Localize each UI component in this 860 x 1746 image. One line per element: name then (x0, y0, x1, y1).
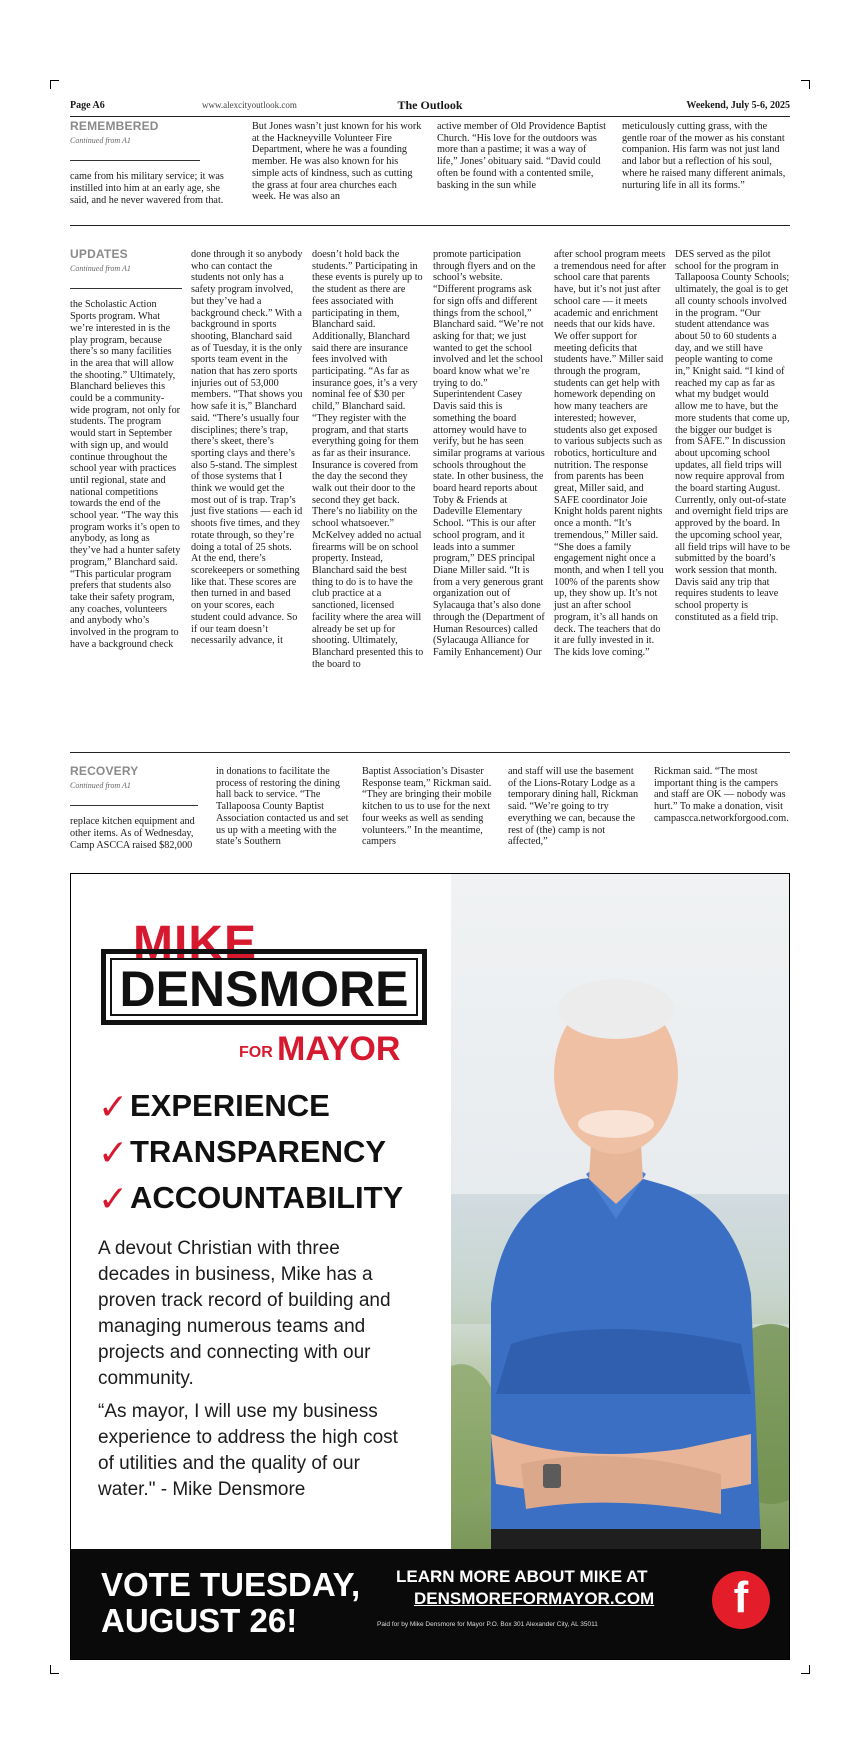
article-text: promote participation through flyers and on the school’s website. “Different programs ask for sign offs and different things from the school,” Blanchard said. “We’re not asking for that; we just wanted to get the school involved and let the school board know what we’re trying to do.” Superintendent Casey Davis said this is something the board attorney would have to verify, but he has seen similar programs at various schools throughout the state. In other business, the board heard reports about Toby & Friends at Dadeville Elementary School. “This is our after school program, and it leads into a summer program,” DES principal Diane Miller said. “It is from a very generous grant organization out of Sylacauga that’s also done through the (Department of Human Resources) called (Sylacauga Alliance for Family Enhancement) Our (433, 249, 545, 658)
continued-from: Continued from A1 (70, 135, 131, 145)
candidate-name-box (101, 949, 427, 1025)
page-header (70, 98, 790, 114)
section-divider (70, 225, 790, 226)
section-kicker: REMEMBERED (70, 119, 159, 133)
remembered-section (70, 121, 790, 221)
checkmark-icon: ✓ (98, 1132, 129, 1173)
article-text: active member of Old Providence Baptist Church. “His love for the outdoors was more than a pastime; it was a way of life,” Jones’ obituary said. “David could often be found with a contented smile, basking in the sun while (437, 121, 606, 191)
learn-more-text: LEARN MORE ABOUT MIKE AT (396, 1567, 648, 1586)
platform-item-label: TRANSPARENCY (130, 1134, 387, 1169)
kicker-rule (70, 160, 200, 161)
remembered-column-4 (622, 121, 790, 191)
article-text: Baptist Association’s Disaster Response team,” Rickman said. “They are bringing their mobile kitchen to us to use for the next four weeks as well as sending volunteers.” In the meantime, campers (362, 766, 492, 848)
updates-column-3 (312, 249, 424, 670)
page-number: Page A6 (70, 100, 105, 111)
candidate-first-name: MIKE (133, 917, 257, 970)
candidate-quote: “As mayor, I will use my business experience to address the high cost of utilities and the quality of our water." - Mike Densmore (98, 1401, 398, 1500)
section-divider (70, 752, 790, 753)
recovery-column-1 (70, 766, 205, 852)
article-text: after school program meets a tremendous need for after school care that parents have, but it’s not just after school care — it meets academic and enrichment needs that our kids have. We offer support for meeting deficits that students have.” Miller said through the program, students can get help with homework depending on how many teachers are interested; however, students also get exposed to various subjects such as robotics, horticulture and nutrition. The response from parents has been great, Miller said, and SAFE coordinator Joie Knight holds parent nights once a month. “It’s tremendous,” Miller said. “She does a family engagement night once a month, and when I tell you 100% of the parents show up, they show up. It’s not just an after school program, it’s all hands on deck. The teachers that do it are fully invested in it. The kids love coming.” (554, 249, 667, 658)
remembered-column-3 (437, 121, 607, 191)
crop-mark-bottom-right (801, 1665, 810, 1674)
remembered-column-1 (70, 121, 235, 207)
vote-line-1: VOTE TUESDAY, (101, 1566, 361, 1603)
continued-from: Continued from A1 (70, 780, 131, 790)
vote-banner (71, 1549, 790, 1660)
updates-column-6 (675, 249, 790, 624)
candidate-photo (451, 874, 790, 1549)
paid-for-disclaimer: Paid for by Mike Densmore for Mayor P.O. Box 301 Alexander City, AL 35011 (377, 1621, 598, 1628)
checkmark-icon: ✓ (98, 1086, 129, 1127)
article-text: Rickman said. “The most important thing is the campers and staff are OK — nobody was hurt.” To make a donation, visit campascca.networkforgood.com. (654, 766, 789, 824)
facebook-glyph: f (733, 1573, 749, 1622)
checkmark-icon: ✓ (98, 1178, 129, 1219)
article-text: came from his military service; it was instilled into him at an early age, she said, and he never wavered from that. (70, 171, 224, 206)
recovery-column-3 (362, 766, 497, 848)
platform-item-label: EXPERIENCE (130, 1088, 330, 1123)
candidate-last-name: DENSMORE (119, 961, 409, 1017)
updates-section (70, 249, 790, 739)
article-text: replace kitchen equipment and other items. As of Wednesday, Camp ASCCA raised $82,000 (70, 816, 195, 851)
platform-item-label: ACCOUNTABILITY (130, 1180, 404, 1215)
kicker-rule (70, 288, 182, 289)
section-kicker: UPDATES (70, 247, 128, 261)
office-label: MAYOR (277, 1030, 401, 1068)
facebook-icon[interactable] (712, 1571, 770, 1629)
masthead: The Outlook (397, 98, 463, 112)
issue-date: Weekend, July 5-6, 2025 (686, 100, 790, 111)
website-url: www.alexcityoutlook.com (202, 100, 297, 110)
header-rule (70, 116, 790, 117)
kicker-rule (70, 805, 198, 806)
crop-mark-top-left (50, 80, 59, 89)
candidate-portrait (451, 874, 790, 1549)
article-text: meticulously cutting grass, with the gentle roar of the mower as his constant companion. His farm was not just land and labor but a reflection of his soul, where he raised many different animals, nurturing life in all its forms.” (622, 121, 786, 191)
article-text: the Scholastic Action Sports program. What we’re interested in is the play program, because there’s so many facilities in the area that will allow the shooting.” Ultimately, Blanchard believes this could be a community-wide program, not only for students. The program would start in September with sign up, and would continue throughout the school year with practices until regional, state and national competitions towards the end of the school year. “The way this program works it’s open to anybody, as long as they’ve had a hunter safety program,” Blanchard said. “This particular program prefers that students also take their safety program, any coaches, volunteers and anybody who’s involved in the program to have a background check (70, 299, 181, 650)
for-label: FOR (239, 1044, 273, 1061)
recovery-column-4 (508, 766, 643, 848)
campaign-advertisement (70, 873, 790, 1660)
article-text: in donations to facilitate the process of restoring the dining hall back to service. “The Tallapoosa County Baptist Association contacted us and set us up with a meeting with the state’s Southern (216, 766, 349, 848)
vote-line-2: AUGUST 26! (101, 1602, 298, 1639)
candidate-description: A devout Christian with three decades in business, Mike has a proven track record of building and managing numerous teams and projects and connecting with our community. (98, 1238, 391, 1389)
recovery-column-5 (654, 766, 790, 825)
continued-from: Continued from A1 (70, 263, 131, 273)
article-text: doesn’t hold back the students.” Participating in these events is purely up to the student as there are fees associated with participating in them, Blanchard said. Additionally, Blanchard said there are insurance fees involved with participating. “As far as insurance goes, it’s a very nominal fee of $30 per child,” Blanchard said. “They register with the program, and that starts everything going for them as far as their insurance. Insurance is covered from the day the second they walk out their door to the second they get back. There’s no liability on the school whatsoever.” McKelvey added no actual firearms will be on school property. Instead, Blanchard said the best thing to do is to have the club practice at a sanctioned, licensed facility where the area will already be set up for shooting. Ultimately, Blanchard presented this to the board to (312, 249, 424, 670)
section-kicker: RECOVERY (70, 764, 139, 778)
article-text: done through it so anybody who can contact the students not only has a safety program involved, but they’ve had a background check.” With a background in sports shooting, Blanchard said as of Tuesday, it is the only sports team event in the nation that has zero sports injuries out of 53,000 members. “That shows you how safe it is,” Blanchard said. “There’s usually four disciplines; there’s trap, there’s skeet, there’s sporting clays and there’s also 5-stand. The simplest of those systems that I think we would get the most out of is trap. Trap’s just five stations — each id shoots five times, and they rotate through, so they’re doing a total of 25 shots. At the end, there’s scorekeepers or something like that. These scores are then turned in and based on your scores, each student could advance. So if our team doesn’t necessarily advance, it (191, 249, 303, 647)
crop-mark-top-right (801, 80, 810, 89)
article-text: and staff will use the basement of the Lions-Rotary Lodge as a temporary dining hall, Rickman said. “We’re going to try everything we can, because the rest of (the) camp is not affected,” (508, 766, 639, 848)
article-text: But Jones wasn’t just known for his work at the Hackneyville Volunteer Fire Department, where he was a founding member. He was also known for his simple acts of kindness, such as cutting the grass at four area churches each week. He was also an (252, 121, 422, 203)
article-text: DES served as the pilot school for the program in Tallapoosa County Schools; ultimately, the goal is to get all county schools involved in the program. “Our student attendance was about 50 to 60 students a day, and we still have people wanting to come in,” Knight said. “I kind of reached my cap as far as what my budget would allow me to have, but the more students that come up, the bigger our budget is from SAFE.” In discussion about upcoming school updates, all field trips will now require approval from the board starting August. Currently, only out-of-state and overnight field trips are approved by the board. In the upcoming school year, all field trips will have to be submitted by the board’s work session that month. Davis said any trip that requires students to leave school property is constituted as a field trip. (675, 249, 790, 623)
updates-column-2 (191, 249, 303, 647)
recovery-column-2 (216, 766, 351, 848)
remembered-column-2 (252, 121, 422, 203)
recovery-section (70, 766, 790, 866)
updates-column-1 (70, 249, 182, 651)
campaign-website-link[interactable]: DENSMOREFORMAYOR.COM (414, 1589, 655, 1608)
vote-date-callout (101, 1567, 360, 1639)
updates-column-4 (433, 249, 545, 659)
updates-column-5 (554, 249, 666, 659)
crop-mark-bottom-left (50, 1665, 59, 1674)
